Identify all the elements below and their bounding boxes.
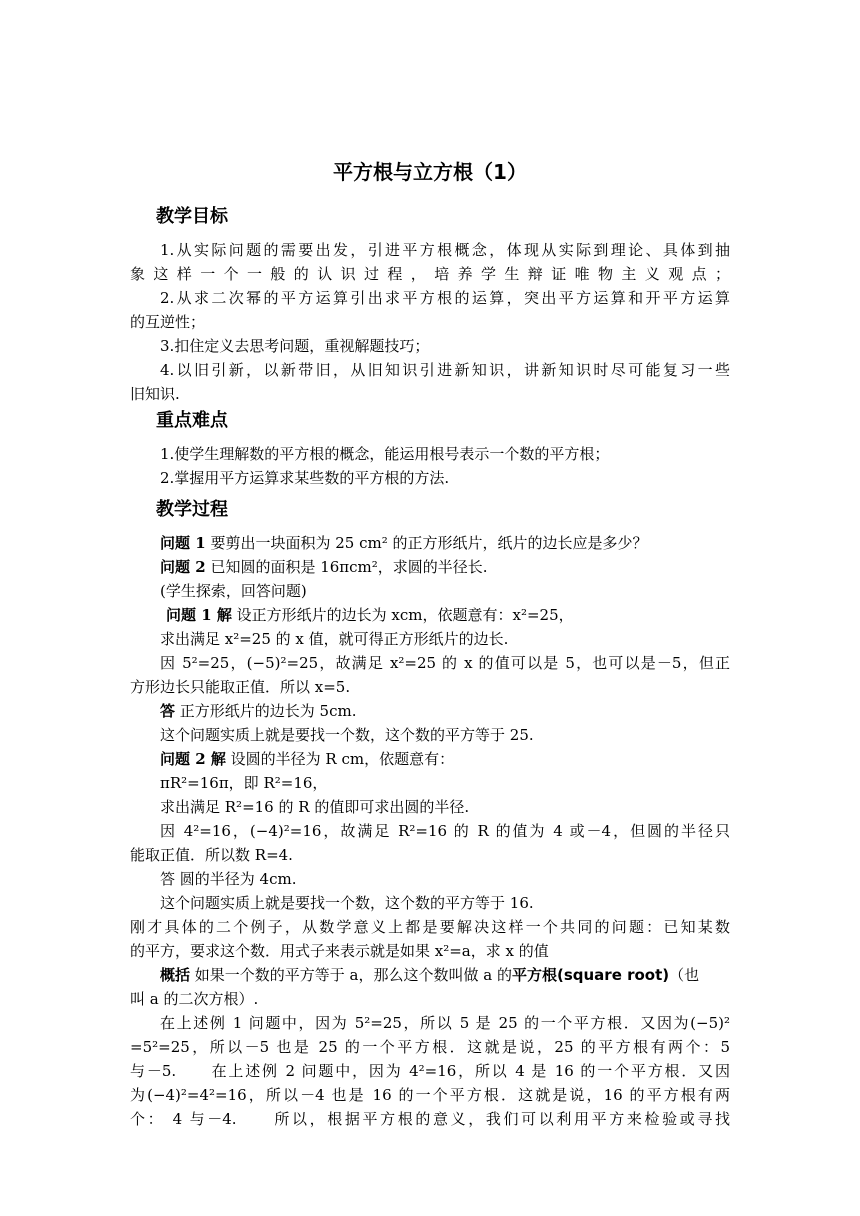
generalize-label: 概括 (160, 966, 191, 984)
solution-2-line-4: 因 4²=16，(−4)²=16，故满足 R²=16 的 R 的值为 4 或－4，但圆的半径只 (160, 822, 730, 840)
definition-text: 如果一个数的平方等于 a，那么这个数叫做 a 的 (190, 966, 512, 984)
heading-teaching-goals: 教学目标 (156, 206, 228, 227)
square-root-term: 平方根(square root) (511, 966, 670, 984)
key-point-1: 1.使学生理解数的平方根的概念，能运用根号表示一个数的平方根； (160, 445, 610, 463)
goal-3: 3.扣住定义去思考问题，重视解题技巧； (160, 337, 430, 355)
solution-1-line-3: 因 5²=25，(−5)²=25，故满足 x²=25 的 x 的值可以是 5，也可以是－5，但正 (160, 654, 730, 672)
example-line-5: 个： 4 与－4. 所以，根据平方根的意义，我们可以利用平方来检验或寻找 (130, 1110, 730, 1128)
answer-1-label: 答 (160, 702, 176, 720)
heading-key-points: 重点难点 (156, 410, 228, 431)
goal-2-line-1: 2.从求二次幂的平方运算引出求平方根的运算，突出平方运算和开平方运算 (160, 289, 730, 307)
solution-1-line-2: 求出满足 x²=25 的 x 值，就可得正方形纸片的边长. (160, 630, 509, 648)
problem-2-solution-text: 设圆的半径为 R cm，依题意有： (225, 750, 455, 768)
solution-1-line-4: 方形边长只能取正值．所以 x=5. (130, 678, 351, 696)
goal-4-line-1: 4.以旧引新，以新带旧，从旧知识引进新知识，讲新知识时尽可能复习一些 (160, 361, 730, 379)
student-explore-note: (学生探索，回答问题) (160, 582, 307, 600)
problem-1-solution-label: 问题 1 解 (166, 606, 232, 624)
summary-line-2: 的平方，要求这个数．用式子来表示就是如果 x²=a，求 x 的值 (130, 942, 549, 960)
heading-teaching-process: 教学过程 (156, 499, 228, 520)
problem-2 (130, 555, 730, 579)
example-line-2: =5²=25，所以－5 也是 25 的一个平方根．这就是说，25 的平方根有两个：5 (130, 1038, 730, 1056)
example-line-1: 在上述例 1 问题中，因为 5²=25，所以 5 是 25 的一个平方根．又因为(−5)² (160, 1014, 730, 1032)
problem-2-text: 已知圆的面积是 16πcm²，求圆的半径长. (205, 558, 488, 576)
goal-1-line-1: 1.从实际问题的需要出发，引进平方根概念，体现从实际到理论、具体到抽 (160, 241, 730, 259)
goal-4-line-2: 旧知识. (130, 385, 180, 403)
answer-1 (130, 699, 730, 723)
answer-1-text: 正方形纸片的边长为 5cm. (175, 702, 357, 720)
solution-2-line-3: 求出满足 R²=16 的 R 的值即可求出圆的半径. (160, 798, 470, 816)
problem-1 (130, 531, 730, 555)
definition-line-1 (130, 963, 730, 987)
problem-2-solution-label: 问题 2 解 (160, 750, 226, 768)
essence-1: 这个问题实质上就是要找一个数，这个数的平方等于 25. (160, 726, 534, 744)
goal-1-line-2: 象这样一个一般的认识过程，培养学生辩证唯物主义观点； (130, 265, 730, 283)
problem-1-label: 问题 1 (160, 534, 206, 552)
solution-2-line-5: 能取正值．所以数 R=4. (130, 846, 293, 864)
page-title: 平方根与立方根（1） (333, 160, 527, 184)
definition-line-2: 叫 a 的二次方根）. (130, 990, 259, 1008)
answer-2: 答 圆的半径为 4cm. (160, 870, 297, 888)
problem-1-text: 要剪出一块面积为 25 cm² 的正方形纸片，纸片的边长应是多少？ (205, 534, 648, 552)
problem-1-solution-text: 设正方形纸片的边长为 xcm，依题意有：x²=25， (231, 606, 574, 624)
key-point-2: 2.掌握用平方运算求某些数的平方根的方法. (160, 469, 450, 487)
problem-1-solution (130, 603, 730, 627)
example-line-4: 为(−4)²=4²=16，所以－4 也是 16 的一个平方根．这就是说，16 的平方根有两 (130, 1086, 730, 1104)
definition-text-tail: （也 (669, 966, 700, 984)
problem-2-label: 问题 2 (160, 558, 206, 576)
example-line-3: 与－5. 在上述例 2 问题中，因为 4²=16，所以 4 是 16 的一个平方根．又因 (130, 1062, 730, 1080)
goal-2-line-2: 的互逆性； (130, 313, 206, 331)
essence-2: 这个问题实质上就是要找一个数，这个数的平方等于 16. (160, 894, 534, 912)
problem-2-solution (130, 747, 730, 771)
solution-2-line-2: πR²=16π，即 R²=16， (160, 774, 328, 792)
summary-line-1: 刚才具体的二个例子，从数学意义上都是要解决这样一个共同的问题：已知某数 (130, 918, 730, 936)
